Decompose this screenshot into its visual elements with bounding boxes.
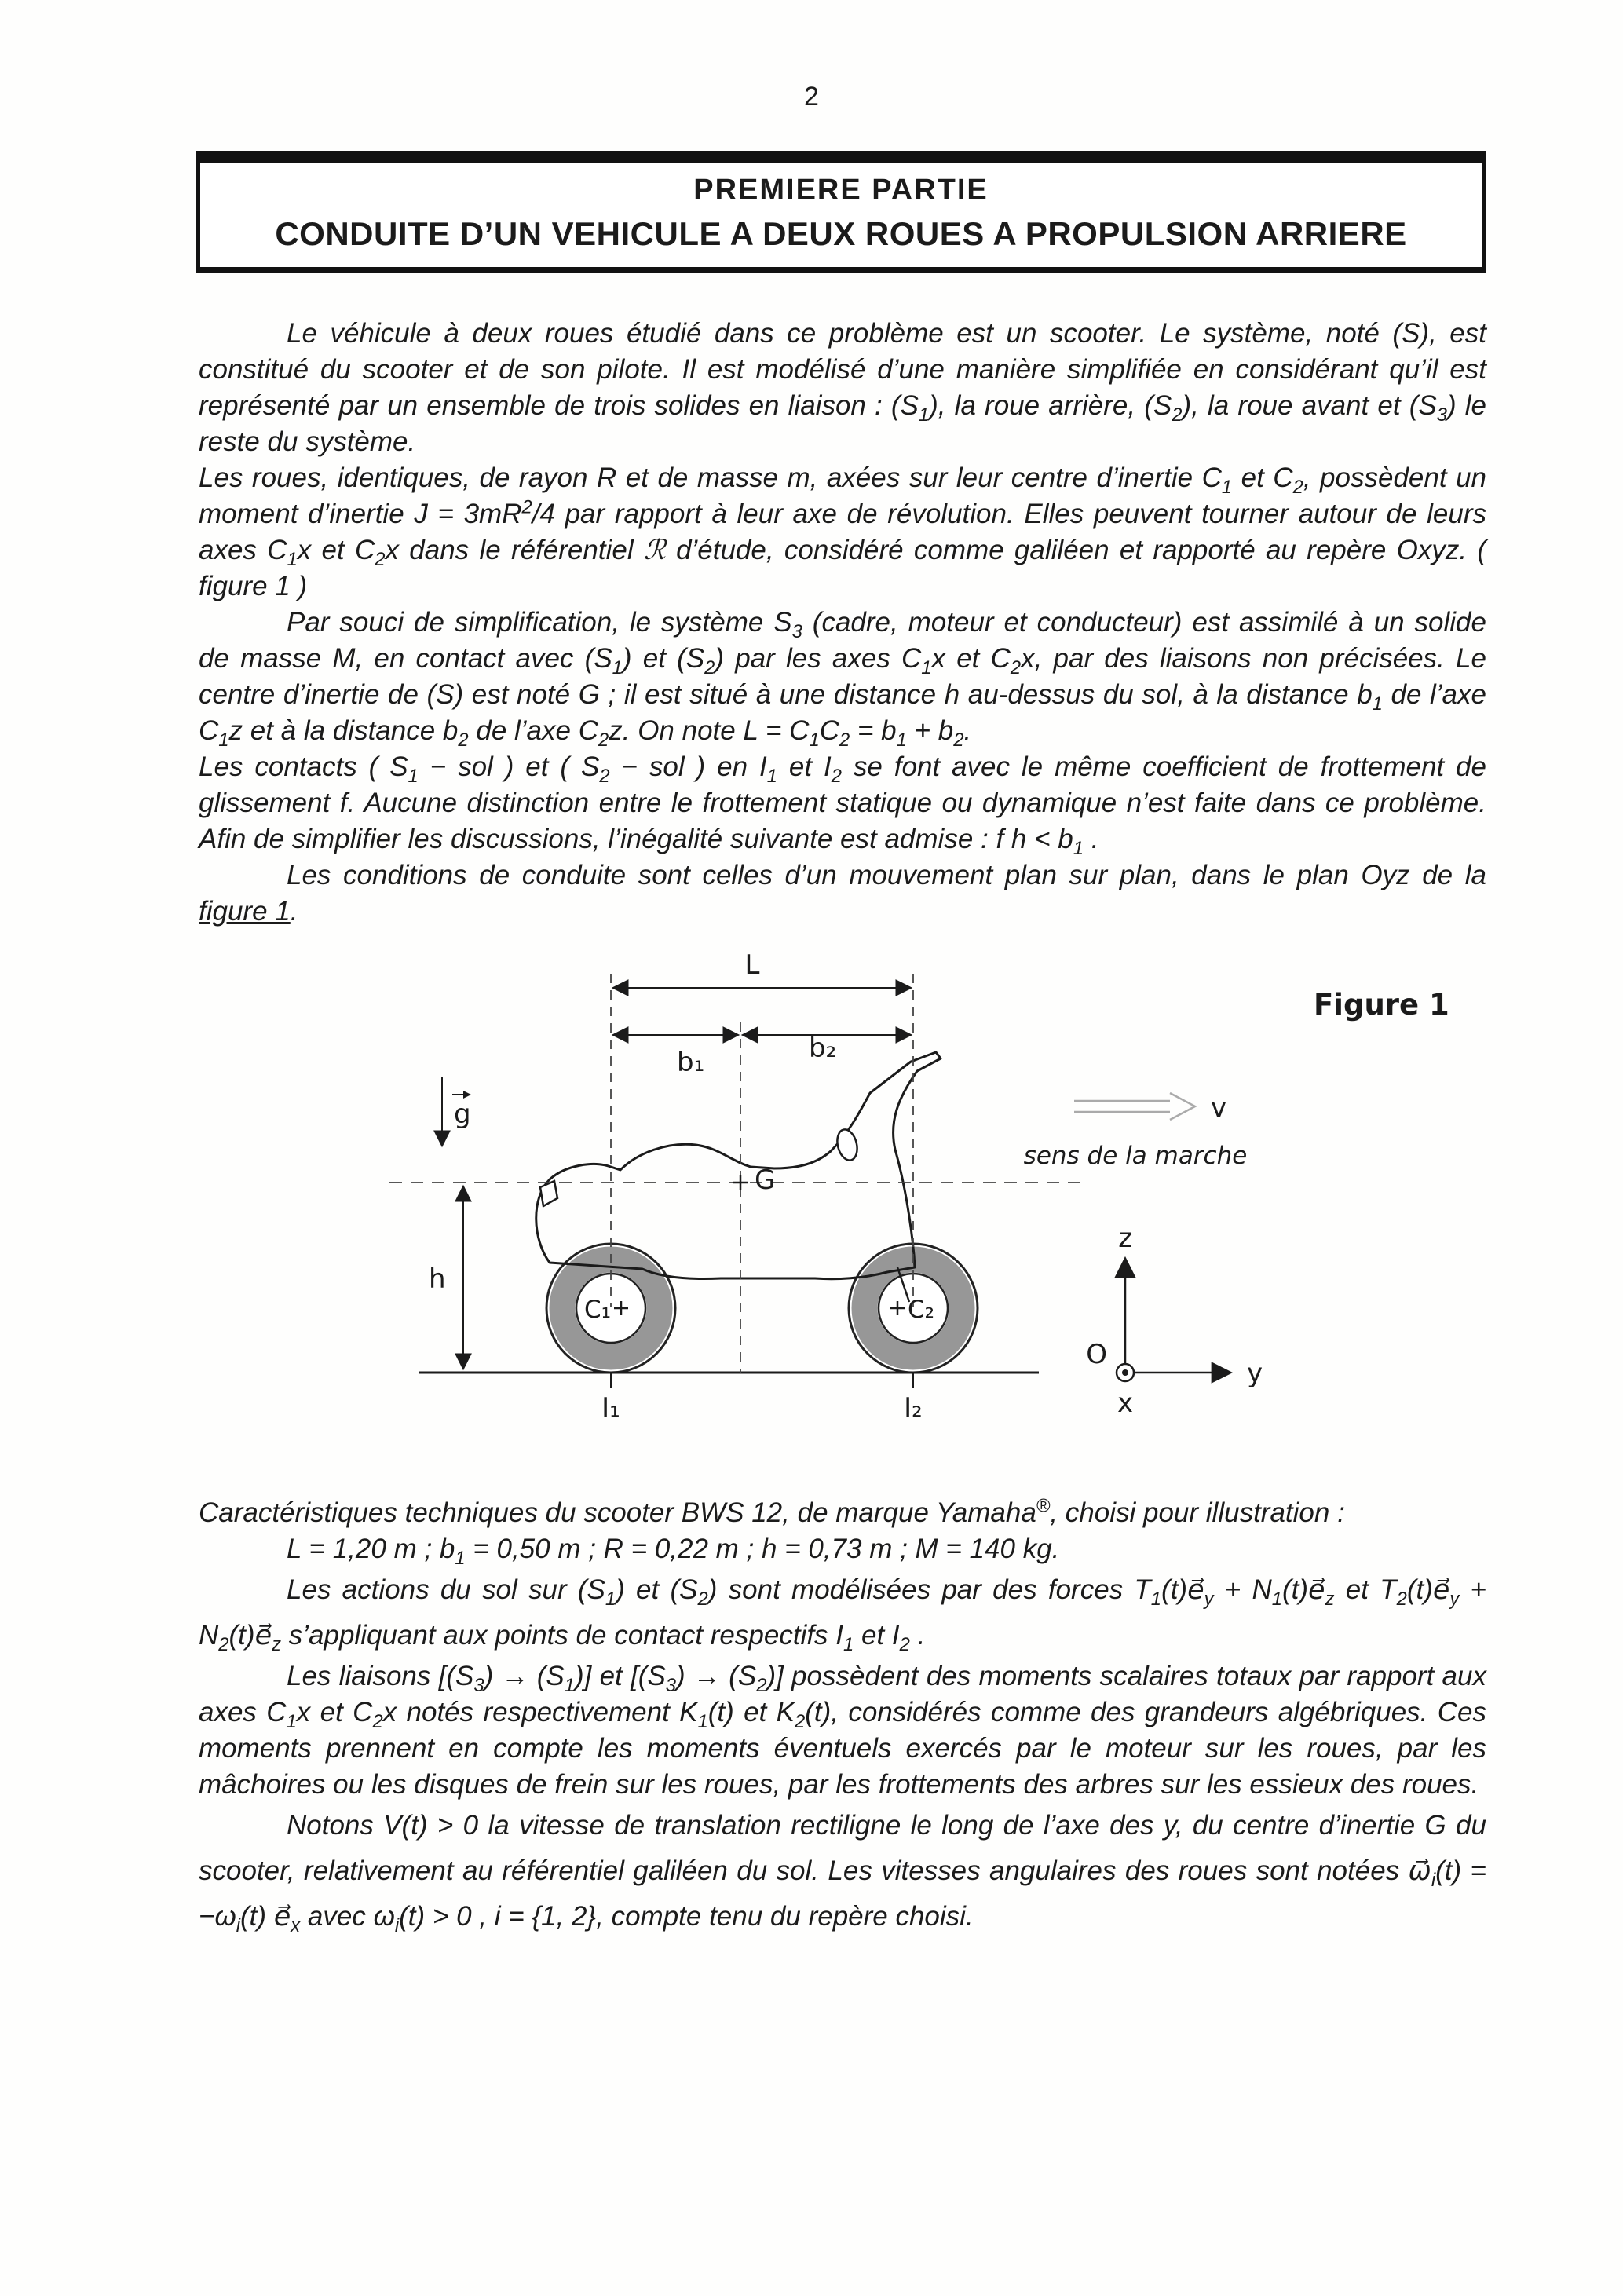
label-I1: I₁ xyxy=(601,1392,620,1424)
dimension-h xyxy=(429,1187,463,1368)
gravity-vector xyxy=(442,1077,471,1145)
label-I2: I₂ xyxy=(904,1392,923,1424)
specs-line2: L = 1,20 m ; $b_1 = 0,50$ m ; R = 0,22 m ; h = 0,73 m ; M = 140 kg. xyxy=(287,1534,1060,1569)
specs-line1: Caractéristiques techniques du scooter BWS 12, de marque Yamaha®, choisi pour illustration : xyxy=(199,1495,1345,1528)
paragraph-moments: Les liaisons $[(S_3) \to (S_1)]$ et $[(S_3) \to (S_2)]$ possèdent des moments scalaires totaux par rapport aux axes $C_1x$ et $C_2x$ notés respectivement $K_1(t)$ et $K_2(t)$, considérés comme des grandeurs algébriques. Ces moments prennent en compte les moments éventuels exercés par le moteur sur les roues, par les mâchoires ou les disques de frein sur les roues, par les frottements des arbres sur les essieux des roues. xyxy=(199,1661,1486,1800)
label-C2: C₂ xyxy=(908,1296,935,1324)
label-h: h xyxy=(429,1263,446,1295)
label-b1: b₁ xyxy=(677,1047,705,1078)
label-z-axis: z xyxy=(1118,1223,1132,1254)
figure-1 xyxy=(199,939,1486,1495)
label-x-axis: x xyxy=(1117,1387,1134,1419)
direction-of-travel-label: sens de la marche xyxy=(1023,1142,1248,1170)
dimension-L xyxy=(614,949,910,988)
paragraph-velocities: Notons V(t) > 0 la vitesse de translation rectiligne le long de l’axe des y, du centre d’inertie G du scooter, relativement au référentiel galiléen du sol. Les vitesses angulaires des roues sont notées $\omega⃗_i(t) = -\omega_i(t)$ $e⃗_x$ avec $\omega_i(t) > 0$ , i = {1, 2}, compte tenu du repère choisi. xyxy=(199,1810,1486,1936)
figure-caption: Figure 1 xyxy=(1314,988,1449,1022)
paragraph-ground-forces: Les actions du sol sur $(S_1)$ et $(S_2)$ sont modélisées par des forces $T_1(t)e⃗_y$ + $N_1(t)e⃗_z$ et $T_2(t)e⃗_y$ + $N_2(t)e⃗_z$ s’appliquant aux points de contact respectifs $I_1$ et $I_2$ . xyxy=(199,1574,1486,1655)
paragraph-conditions: Les conditions de conduite sont celles d’un mouvement plan sur plan, dans le plan Oyz de la figure 1. xyxy=(199,860,1486,927)
velocity-arrow xyxy=(1024,1092,1248,1170)
paragraph-intro: Le véhicule à deux roues étudié dans ce problème est un scooter. Le système, noté (S), est constitué du scooter et de son pilote. Il est modélisé d’une manière simplifiée en considérant qu’il est représenté par un ensemble de trois solides en liaison : $(S_1)$, la roue arrière, $(S_2)$, la roue avant et $(S_3)$ le reste du système. xyxy=(199,318,1487,457)
mirror-oval xyxy=(835,1128,861,1163)
coordinate-frame xyxy=(1086,1223,1263,1419)
paragraph-wheels: Les roues, identiques, de rayon R et de masse m, axées sur leur centre d’inertie $C_1$ et $C_2$, possèdent un moment d’inertie $J = 3mR^2/4$ par rapport à leur axe de révolution. Elles peuvent tourner autour de leurs axes $C_1x$ et $C_2x$ dans le référentiel ℛ d’étude, considéré comme galiléen et rapporté au repère Oxyz. ( figure 1 ) xyxy=(199,462,1487,601)
label-L: L xyxy=(744,949,760,981)
title-box xyxy=(196,151,1486,273)
center-of-mass-G xyxy=(733,1164,775,1196)
page-number: 2 xyxy=(804,82,819,112)
label-g: g xyxy=(454,1099,471,1130)
label-origin-O: O xyxy=(1086,1339,1107,1370)
label-G: G xyxy=(755,1164,776,1196)
contact-points xyxy=(601,1373,923,1424)
document-title: CONDUITE D’UN VEHICULE A DEUX ROUES A PROPULSION ARRIERE xyxy=(275,215,1407,252)
label-v: v xyxy=(1211,1092,1227,1124)
paragraph-contacts: Les contacts ( $S_1$ − sol ) et ( $S_2$ − sol ) en $I_1$ et $I_2$ se font avec le même coefficient de frottement de glissement f. Aucune distinction entre le frottement statique ou dynamique n’est faite dans ce problème. Afin de simplifier les discussions, l’inégalité suivante est admise : f $h < b_1$ . xyxy=(199,751,1486,859)
part-title: PREMIERE PARTIE xyxy=(693,174,989,207)
dimension-b1-b2 xyxy=(614,1033,910,1078)
label-y-axis: y xyxy=(1247,1358,1263,1389)
body-text xyxy=(199,316,1486,1940)
paragraph-frame: Par souci de simplification, le système $S_3$ (cadre, moteur et conducteur) est assimilé à un solide de masse M, en contact avec $(S_1)$ et $(S_2)$ par les axes $C_1x$ et $C_2x$, par des liaisons non précisées. Le centre d’inertie de (S) est noté G ; il est situé à une distance h au-dessus du sol, à la distance $b_1$ de l’axe $C_1z$ et à la distance $b_2$ de l’axe $C_2z$. On note $L = C_1C_2 = b_1 + b_2$. xyxy=(199,607,1486,751)
scooter-diagram xyxy=(344,939,1569,1489)
label-C1: C₁ xyxy=(584,1296,612,1324)
tail-detail xyxy=(540,1181,557,1206)
label-b2: b₂ xyxy=(809,1033,837,1064)
